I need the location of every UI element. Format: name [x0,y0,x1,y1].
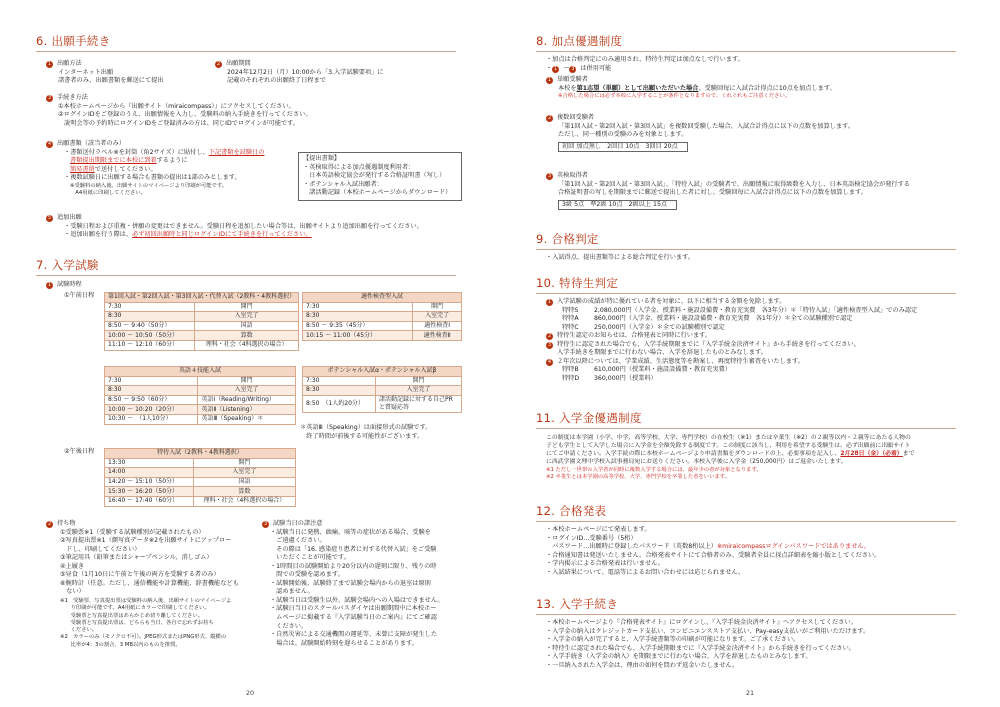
belongings-note: 比率が4：3の割合、3 MB以内のものを推奨。 [60,641,181,648]
s12-l3a: パスワード…出願時に登録したパスワード（英数8桁以上） [546,543,717,551]
s11-n2: ※2 卒業生とは本学園の高等学校、大学、専門学校を卒業した者をいいます。 [546,473,730,480]
s6-i4-b1d: するように [156,157,188,165]
s8-intro-2b: は併用可能 [580,64,612,72]
points-first: 初回 加点無し [562,142,602,150]
s10-i3-l2: 入学手続きを期限までに行わない場合、入学を辞退したものとみなします。 [557,349,767,357]
t1-r4-event: 理科・社会（4科選択の場合） [195,340,299,350]
t3-r4-event: 英語Ⅲ（Speaking）＊ [198,414,296,424]
notice-line: ご遠慮ください。 [270,537,326,545]
t1-r4-time: 11:10 〜 12:10（60分） [105,340,195,350]
s8-item-2 [546,114,986,152]
points-second: 2回目 10点 [607,142,640,150]
grade-s-label: 特特S [562,306,579,314]
t5-r3-event: 算数 [193,487,295,497]
s11-n1: ※1 ただし一世帯の入学者が同時に複数入学する場合には、最年少の者が対象となります。 [546,466,762,473]
section-6-title: 6. 出願手続き [36,34,111,48]
number-2-icon: 2 [47,522,52,527]
s8-intro-2: ・ [546,64,553,72]
t1-r1-time: 8:30 [105,312,195,322]
s6-i1-title: 出願方法 [57,60,82,67]
s10-i2-l1: 特待生認定のお知らせは、合格発表と同時に行います。 [557,332,712,340]
s6-i4-b1b: 下記書類を試験日の [208,148,265,156]
belongings-note: 受験票と写真提出票は、どちらも当日、各自で忘れずお持ち [60,619,214,626]
schedule-table-aptitude [302,292,462,341]
s6-i5-b2a: 追加出願を行う際は、 [70,231,133,239]
s6-i4-b1a: 書類送付ラベル※を封筒（角2サイズ）に貼付し、 [70,148,209,156]
t3-r1-event: 入室完了 [198,386,296,396]
belongings-line: ④上履き [60,562,85,570]
s8-i2-l2: ただし、同一種別の受験のみを対象とします。 [558,131,688,139]
notice-line: ・自然災害による交通機関の運延等、未曾に支障が発生した [270,631,438,639]
s13-line: ・入学手続き（入学金の納入）を期限までに行わない場合、入学を辞退したものとみなします。 [546,653,812,661]
belongings-line: ⑥腕時計（任意。ただし、通信機能や計算機能、辞書機能なども [60,579,239,587]
belongings-note: 受験票と写真提出票はあらかじめ切り離してください。 [60,612,204,619]
s12-l2: ・ログインID…受験番号（5桁） [546,534,637,542]
points-pre2: 準2級 10点 [590,200,623,208]
t5-r1-time: 14:00 [105,468,194,478]
s7-item-3 [262,520,472,648]
t4-r0-event: 開門 [376,376,462,386]
notice-line: ・試験当日に発熱、頭痛、咳等の症状がある場合、受験を [270,528,431,536]
s6-i3-l2: ②ログインIDをご登録のうえ、出願情報を入力し、受験料の納入手続きを行ってください。 [58,111,312,119]
t2-r1-time: 8:30 [303,312,413,322]
box-l4: 諸活動記録（本校ホームページからダウンロード） [303,189,452,197]
t3-r1-time: 8:30 [105,386,198,396]
s13-line: ・入学金の納入が完了すると、入学手続書類等の印刷が可能になります。ご了承ください。 [546,636,800,644]
grade-c-label: 特特C [562,323,579,331]
s12-l6: ・入試結果について、電話等によるお問い合わせには応じられません。 [546,568,745,576]
s6-i1-l2: 諸書者のみ、出願書類を郵送にて提出 [58,77,164,85]
s6-i4-b2: 複数試験日に出願する場合も書類の提出は1部のみとします。 [70,174,241,182]
t4-r1-time: 8:30 [303,386,376,396]
section-11-title: 11. 入学金優遇制度 [536,411,642,425]
submission-documents-box [298,152,462,201]
t1-r0-event: 開門 [195,302,299,312]
t3-r3-time: 10:00 〜 10:20（20分） [105,405,198,415]
t4-r1-event: 入室完了 [376,386,462,396]
section-13-title: 13. 入学手続き [536,597,619,611]
s6-i4-title: 出願書類（該当者のみ） [57,140,126,147]
belongings-line: ドし、印刷してください） [60,545,141,553]
page-number: 21 [745,689,755,698]
notice-line: いただくことが可能です。 [270,554,350,562]
t4-r2-event: 諸活動記録に対する自己PRと質疑応答 [376,395,462,413]
number-2-icon: 2 [216,62,221,67]
s10-i3-l1: 特待生に認定された場合でも、入学手続期限までに『入学手続金決済サイト』から手続きを行ってください。 [557,340,860,348]
t5-r2-event: 国語 [193,477,295,487]
t4-r0-time: 7:30 [303,376,376,386]
grade-a-label: 特特A [562,315,579,323]
s11-l2: 子ども学生として入学した場合に入学金を全額免除する制度です。この制度に該当し、利用を希望する受験生は、必ず出願前に出願サイト [546,443,911,450]
belongings-line: ⑤昼食（1月10日に午前と午後の両方を受験する者のみ） [60,571,220,579]
box-l2: 日本英語検定協会が発行する合格証明書（写し） [303,172,446,180]
number-1-icon: 1 [547,78,552,83]
notice-line: 認めません。 [270,588,314,596]
number-5-icon: 5 [47,216,52,221]
notice-line: ・試験当日は受験生以外、試験会場内への入場はできません。 [270,596,444,604]
grade-s-desc: 2,080,000円（入学金、授業料・施設設備費・教育充実費 各3年分）＊「特待入試」「適性検査型入試」でのみ認定 [594,306,918,314]
s10-i4-l1: ２年次以降については、学業成績、生活態度等を勘案し、再度特待生審査をいたします。 [557,357,804,365]
notice-line: ください。 [270,622,308,630]
section-8-title: 8. 加点優遇制度 [536,34,623,48]
t1-r2-event: 国語 [195,321,299,331]
s8-i3-l1: 「第1回入試・第2回入試・第3回入試」、「特待入試」の受験者で、出願情報に取得級数を入力し、日本英語検定協会が発行する [558,180,910,188]
t3-r2-event: 英語Ⅰ（Reading/Writing） [198,395,296,405]
grade-d-desc: 360,000円（授業料） [594,374,657,382]
s6-i3-l3: 説明会等の予約時にログインIDをご登録済みの方は、同じIDでログインが可能です。 [58,119,299,127]
notice-line: 間での受験を認めます。 [270,571,344,579]
t4-header: ポテンシャル入試α・ポテンシャル入試β [303,367,462,377]
t2-r3-event: 適性検査Ⅱ [413,331,462,341]
s6-item-1 [46,60,206,86]
s6-i4-b1e: 簡易書留 [70,165,95,173]
eiken-points-box [558,200,677,211]
grade-b-label: 特特B [562,366,579,374]
s6-i5-title: 追加出願 [57,214,82,221]
page-number: 20 [245,689,255,698]
number-2-icon: 2 [547,334,552,340]
s8-i3-l2: 合格証明書の写しを期限までに郵送で提出した者に対し、受験回毎に入試合計得点に以下の点数を加算します。 [558,189,867,197]
s6-i2-l1: 2024年12月2日（月）10:00から「3.入学試験要項」に [227,68,384,76]
number-4-icon: 4 [47,142,52,147]
s6-item-3 [46,94,466,128]
s7-i3-title: 試験当日の諸注意 [273,520,323,527]
t3-r3-event: 英語Ⅱ（Listening） [198,405,296,415]
s8-item-1 [546,76,986,100]
belongings-line: ①受験票※1（受験する試験種別が記載されたもの） [60,528,205,536]
s12-l3b: ※miraicompassログインパスワードではありません。 [717,543,871,551]
t5-r0-event: 開門 [193,458,295,468]
s8-i2-title: 複数回受験者 [557,114,595,121]
grade-d-label: 特特D [562,374,580,382]
s8-intro-1: ・加点は合格判定にのみ適用され、特待生判定は加点なしで行います。 [546,56,744,63]
t5-header: 特待入試（2教科・4教科選択） [105,449,296,459]
t3-r2-time: 8:50 〜 9:50（60分） [105,395,198,405]
schedule-table-potential [302,366,462,413]
s13-body [546,619,986,670]
t3-r0-time: 7:30 [105,376,198,386]
section-7-title: 7. 入学試験 [36,258,99,272]
s6-item-5: 5 追加出願 ・受験日程および重複・併願の変更はできません。受験日程を追加したい場合等は、出願サイトより追加出願を行ってください。 ・追加出願を行う際は、必ず初回出願時と同じログインIDにて手続きを行ってください。 [47,214,423,239]
s6-i2-l2: 記載のそれぞれの出願終了日程まで [227,77,326,85]
number-3-icon: 3 [547,174,552,179]
s11-l3c: まで [902,451,915,458]
s13-line: ・入学金の納入はクレジットカード支払い、コンビニエンスストア支払い、Pay-easy支払いがご利用いただけます。 [546,627,870,635]
t2-r2-time: 8:50 〜 9:35（45分） [303,321,413,331]
s6-i3-l1: ①本校ホームページから『出願サイト（miraicompass）』にアクセスしてください。 [58,102,295,110]
section-12-title: 12. 合格発表 [536,504,607,518]
s7-item-2 [46,520,258,649]
belongings-note: ください。 [60,627,98,634]
speaking-note-2: 終了時間が前後する可能性がございます。 [300,432,424,440]
s8-i2-l1: 「第1回入試・第2回入試・第3回入試」を複数回受験した場合、入試合計得点に以下の点数を加算します。 [558,122,854,130]
number-3-icon: 3 [47,96,52,101]
number-4-icon: 4 [547,359,552,365]
t3-r0-event: 開門 [198,376,296,386]
t5-r4-time: 16:40 〜 17:40（60分） [105,496,194,506]
belongings-note: ※2 カラーのみ（モノクロ不可）。JPEG形式またはPNG形式、縦横の [60,634,227,641]
speaking-note [300,424,470,441]
belongings-line: ②写真提出票※1（顔写真データ※2を出願サイトにアップロー [60,537,232,545]
t1-r3-event: 算数 [195,331,299,341]
notice-line: ・試験開始後、試験終了まで試験会場内からの退室は原則 [270,579,431,587]
s12-l5: ・学内掲示による合格発表は行いません。 [546,560,664,568]
t1-r0-time: 7:30 [105,302,195,312]
t2-r0-time: 7:30 [303,302,413,312]
grade-a-desc: 860,000円（入学金、授業料・施設設備費・教育充実費 各1年分）＊全ての試験種別で認定 [594,315,853,323]
s8-intro: ・加点は合格判定にのみ適用され、特待生判定は加点なしで行います。 ・ 1 〜 3 は併用可能 [546,56,966,73]
t1-header: 第1回入試・第2回入試・第3回入試・代替入試（2教科・4教科選択） [105,293,299,303]
s12-body [546,526,986,577]
notice-line: ・1時間目の試験開始より20分以内の遅刻に限り、残りの時 [270,562,437,570]
speaking-note-1: ＊英語Ⅲ（Speaking）は面接形式の試験です。 [300,424,432,431]
belongings-line: ③筆記用具（鉛筆またはシャープペンシル、消しゴム） [60,554,213,562]
s11-body [546,434,986,481]
schedule-table-pm [104,448,296,507]
s11-l3a: にてご申請ください。入学手続の際に本校ホームページより申請書類をダウンロードの上、必要事項を記入し、 [546,451,841,458]
number-1-icon: 1 [47,283,52,288]
grade-b-desc: 610,000円（授業料・施設設備費・教育充実費） [594,366,731,374]
s6-item-2 [215,60,455,86]
notice-line: ・試験日当日のスクールバスダイヤは出願期間中に本校ホー [270,605,437,613]
s8-i3-title: 英検取得者 [557,172,588,179]
t5-r2-time: 14:20 〜 15:10（50分） [105,477,194,487]
t2-r2-event: 適性検査Ⅰ [413,321,462,331]
number-1-icon: 1 [547,300,552,305]
s7-item-1-title: 1 試験時程 [47,281,82,288]
belongings-note: り印刷が可能です。A4用紙にカラーで印刷してください。 [60,605,210,612]
t1-r1-event: 入室完了 [195,312,299,322]
s6-i5-b1: 受験日程および重複・併願の変更はできません。受験日程を追加したい場合等は、出願サイトより追加出願を行ってください。 [70,222,423,230]
t5-r0-time: 13:30 [105,458,194,468]
s12-l1: ・本校ホームページにて発表します。 [546,526,651,533]
s13-line: ・特待生に認定された場合でも、入学手続期限までに『入学手続金決済サイト』から手続きを行ってください。 [546,644,855,652]
s11-l4: に西武学園文理中学校入試事務局宛にお送りください。本校入学後に入学金（250,000円）はご返金いたします。 [546,459,847,466]
box-l1: ・英検取得による加点優遇制度利用者： [303,163,415,171]
s10-i1-l1: 入学試験の成績が特に優れている者を対象に、以下に相当する金額を免除します。 [557,298,786,305]
s6-i4-n2: A4用紙に印刷してください。 [70,190,146,197]
s9-l1: ・入試得点、提出書類等による総合判定を行います。 [546,254,695,261]
s6-i4-b1c: 書類提出期限までに本校に到着 [70,157,157,165]
s8-i1-title: 単願受験者 [557,76,588,83]
points-third: 3回目 20点 [645,142,678,150]
section-9-title: 9. 合格判定 [536,232,599,246]
number-1-icon: 1 [554,66,558,72]
grade-c-desc: 250,000円（入学金）＊全ての試験種別で認定 [594,323,725,331]
number-3-icon: 3 [571,66,575,72]
s6-i4-n1: ※受験料の納入後、出願サイトのマイページより印刷が可能です。 [70,182,228,189]
number-3-icon: 3 [263,522,268,527]
s8-i1-l1b: 第1志望（単願）として出願いただいた場合 [576,84,699,92]
number-3-icon: 3 [547,342,552,348]
s6-i1-l1: インターネット出願 [58,68,114,76]
schedule-table-main [104,292,299,351]
box-l3: ・ポテンシャル入試出願者： [303,180,383,188]
points-grade2: 2級以上 15点 [628,200,668,208]
t3-header: 英語４技能入試 [105,367,296,377]
belongings-note: ※1 受験票、写真提出票は受験料の納入後、出願サイトのマイページよ [60,597,232,604]
t5-r3-time: 15:30 〜 16:20（50分） [105,487,194,497]
notice-line: ムページに掲載する『入学試験当日のご案内』にてご確認 [270,614,437,622]
s8-item-3 [546,172,986,210]
t2-r0-event: 開門 [413,302,462,312]
s7-i2-title: 持ち物 [57,520,76,527]
t1-r2-time: 8:50 〜 9:40（50分） [105,321,195,331]
t3-r4-time: 10:30 〜 （1人10分） [105,414,198,424]
t2-r1-event: 入室完了 [413,312,462,322]
right-page [500,0,1000,707]
s11-l1: この制度は本学園（小学、中学、高等学校、大学、専門学校）の在校生（※1）または卒業生（※2）の２親等以内・２親等にあたる人物の [546,435,911,441]
s10-items [546,298,986,383]
section-10-title: 10. 特待生判定 [536,276,619,290]
schedule-table-english [104,366,296,425]
s8-i1-note: ※合格した場合には必ず本校に入学することが条件となりますので、くれぐれもご注意ください。 [558,93,791,100]
t4-r2-time: 8:50 （1人約20分） [303,395,376,413]
s6-i4-b1f: で送付してください。 [94,165,157,173]
s12-l4: ・合格通知書は発送いたしません。合格発表サイトにて合格者のみ、受験者全員に採点詳細表を縮小版としてください。 [546,551,881,559]
s13-line: ・本校ホームページより『合格発表サイト』にログインし、『入学手続金決済サイト』へアクセスしてください。 [546,619,857,626]
t5-r4-event: 理科・社会（4科選択の場合） [193,496,295,506]
am-schedule-label: ①午前日程 [64,292,95,299]
t1-r3-time: 10:00 〜 10:50（50分） [105,331,195,341]
s6-i2-title: 出願期間 [226,60,251,67]
s8-i1-l1a: 本校を [558,84,577,92]
pm-schedule-label: ②午後日程 [64,448,95,455]
number-2-icon: 2 [547,116,552,121]
multi-attempt-points-box [558,142,688,153]
s6-i5-b2b: 必ず初回出願時と同じログインIDにて手続きを行ってください。 [132,231,312,239]
box-title: 【提出書類】 [303,155,341,162]
s6-item-4: 4 出願書類（該当者のみ） ・書類送付ラベル※を封筒（角2サイズ）に貼付し、下記書類を試験日の 書類提出期限までに本校に到着するように 簡易書留で送付してください。 ・複数試験日に出願する場合も書類の提出は1部のみとします。 ※受験料の納入後、出願サイトのマイページより印刷が可能です。 A4用紙に印刷してください。 [46,140,296,197]
belongings-line: ない） [60,588,85,596]
notice-line: その際は「16. 感染症り患者に対する代替入試」をご受験 [270,545,437,553]
t2-r3-time: 10:15 〜 11:00（45分） [303,331,413,341]
t5-r1-event: 入室完了 [193,468,295,478]
s8-i1-l1c: 、受験回毎に入試合計得点に10点を加点します。 [698,84,836,92]
points-grade3: 3級 5点 [562,200,585,208]
s11-deadline: 2月28日（金）（必着） [840,451,903,458]
notice-line: 場合は、試験開始時刻を遅らせることがあります。 [270,639,418,647]
number-1-icon: 1 [47,62,52,67]
s13-line: ・一旦納入された入学金は、理由の如何を問わず返金いたしません。 [546,661,739,669]
t2-header: 適性検査型入試 [303,293,462,303]
s6-i3-title: 手続き方法 [57,94,88,101]
